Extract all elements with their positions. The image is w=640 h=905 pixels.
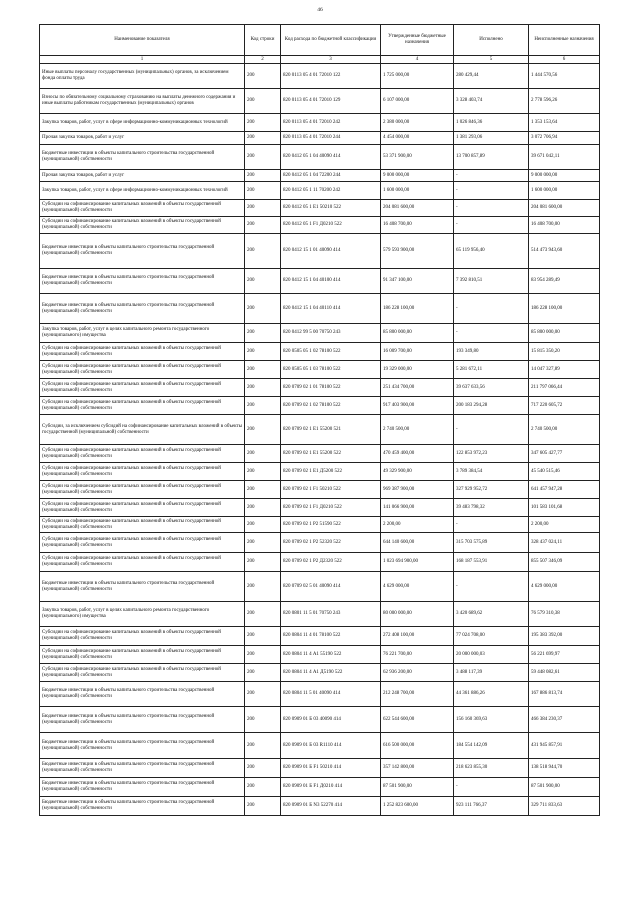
approved-amount-cell: 16 408 700,00 — [381, 217, 454, 234]
table-row — [40, 707, 600, 733]
expense-code-cell: 820 0709 02 1 01 78100 522 — [281, 379, 381, 397]
approved-amount-cell: 62 936 200,00 — [381, 664, 454, 682]
approved-amount-cell: 9 000 000,00 — [381, 170, 454, 182]
remaining-amount-cell: 45 540 515,46 — [529, 463, 600, 481]
table-row — [40, 733, 600, 759]
executed-amount-cell: - — [454, 170, 529, 182]
expense-code-cell: 820 0412 15 1 01 40090 414 — [281, 234, 381, 269]
executed-amount-cell: 315 703 575,89 — [454, 533, 529, 553]
expense-code-cell: 820 0505 05 1 03 78100 522 — [281, 361, 381, 379]
expense-code-cell: 820 0804 11 4 А1 Д5190 522 — [281, 664, 381, 682]
remaining-amount-cell: 1 353 153,64 — [529, 114, 600, 132]
indicator-name-cell: Иные выплаты персоналу государственных (муниципальных) органов, за исключением фонда оплаты труда — [40, 64, 245, 89]
table-row — [40, 463, 600, 481]
table-row — [40, 145, 600, 170]
remaining-amount-cell: 4 629 000,00 — [529, 572, 600, 602]
line-code-cell: 200 — [245, 733, 281, 759]
approved-amount-cell: 80 000 000,00 — [381, 602, 454, 627]
executed-amount-cell: - — [454, 778, 529, 797]
expense-code-cell: 820 0804 11 5 01 40090 414 — [281, 682, 381, 707]
line-code-cell: 200 — [245, 627, 281, 646]
executed-amount-cell: 923 111 766,37 — [454, 797, 529, 816]
table-row — [40, 602, 600, 627]
remaining-amount-cell: 186 228 100,00 — [529, 294, 600, 324]
indicator-name-cell: Субсидии на софинансирование капитальных вложений в объекты государственной (муниципальной) собственности — [40, 499, 245, 517]
indicator-name-cell: Субсидии на софинансирование капитальных вложений в объекты государственной (муниципальной) собственности — [40, 217, 245, 234]
indicator-name-cell: Субсидии на софинансирование капитальных вложений в объекты государственной (муниципальной) собственности — [40, 627, 245, 646]
page-number: 46 — [317, 7, 323, 13]
table-row — [40, 533, 600, 553]
indicator-name-cell: Субсидии на софинансирование капитальных вложений в объекты государственной (муниципальной) собственности — [40, 517, 245, 533]
table-row — [40, 64, 600, 89]
approved-amount-cell: 272 408 100,00 — [381, 627, 454, 646]
table-body — [40, 64, 600, 816]
executed-amount-cell: 327 929 952,72 — [454, 481, 529, 499]
remaining-amount-cell: 3 072 706,94 — [529, 132, 600, 145]
line-code-cell: 200 — [245, 182, 281, 200]
expense-code-cell: 820 0709 02 1 02 78100 522 — [281, 397, 381, 415]
expense-code-cell: 820 0412 99 5 00 70750 243 — [281, 324, 381, 343]
table-row — [40, 343, 600, 361]
table-row — [40, 445, 600, 463]
remaining-amount-cell: 1 600 000,00 — [529, 182, 600, 200]
approved-amount-cell: 622 544 600,00 — [381, 707, 454, 733]
remaining-amount-cell: 204 081 600,00 — [529, 200, 600, 217]
line-code-cell: 200 — [245, 200, 281, 217]
remaining-amount-cell: 514 473 943,60 — [529, 234, 600, 269]
indicator-name-cell: Субсидии на софинансирование капитальных вложений в объекты государственной (муниципальной) собственности — [40, 397, 245, 415]
executed-amount-cell: 5 281 672,11 — [454, 361, 529, 379]
expense-code-cell: 820 0709 02 5 01 40090 414 — [281, 572, 381, 602]
expense-code-cell: 820 0709 02 1 Е1 55200 522 — [281, 445, 381, 463]
indicator-name-cell: Субсидии на софинансирование капитальных вложений в объекты государственной (муниципальной) собственности — [40, 533, 245, 553]
line-code-cell: 200 — [245, 269, 281, 294]
table-row — [40, 759, 600, 778]
line-code-cell: 200 — [245, 170, 281, 182]
approved-amount-cell: 1 600 000,00 — [381, 182, 454, 200]
executed-amount-cell: - — [454, 294, 529, 324]
table-row — [40, 627, 600, 646]
approved-amount-cell: 644 140 600,00 — [381, 533, 454, 553]
indicator-name-cell: Закупка товаров, работ, услуг в целях капитального ремонта государственного (муниципального) имущества — [40, 602, 245, 627]
remaining-amount-cell: 59 448 082,61 — [529, 664, 600, 682]
approved-amount-cell: 76 221 700,00 — [381, 646, 454, 664]
expense-code-cell: 820 0804 11 4 01 78100 522 — [281, 627, 381, 646]
table-row — [40, 778, 600, 797]
indicator-name-cell: Субсидии на софинансирование капитальных вложений в объекты государственной (муниципальной) собственности — [40, 379, 245, 397]
indicator-name-cell: Закупка товаров, работ, услуг в сфере информационно-коммуникационных технологий — [40, 114, 245, 132]
column-number: 5 — [454, 56, 529, 64]
executed-amount-cell: 122 853 972,23 — [454, 445, 529, 463]
header-row — [40, 25, 600, 56]
expense-code-cell: 820 0412 15 1 04 40110 414 — [281, 294, 381, 324]
table-row — [40, 397, 600, 415]
remaining-amount-cell: 85 800 000,00 — [529, 324, 600, 343]
line-code-cell: 200 — [245, 361, 281, 379]
expense-code-cell: 820 0909 01 Б 03 40090 414 — [281, 707, 381, 733]
header-remaining: Неисполненные назначения — [529, 25, 600, 56]
executed-amount-cell: 3 328 403,74 — [454, 89, 529, 114]
approved-amount-cell: 470 459 400,00 — [381, 445, 454, 463]
expense-code-cell: 820 0909 01 Б 03 R1110 414 — [281, 733, 381, 759]
indicator-name-cell: Субсидии на софинансирование капитальных вложений в объекты государственной (муниципальной) собственности — [40, 361, 245, 379]
table-row — [40, 269, 600, 294]
executed-amount-cell: - — [454, 517, 529, 533]
remaining-amount-cell: 347 605 427,77 — [529, 445, 600, 463]
header-line-code: Код строки — [245, 25, 281, 56]
indicator-name-cell: Субсидии на софинансирование капитальных вложений в объекты государственной (муниципальной) собственности — [40, 343, 245, 361]
line-code-cell: 200 — [245, 89, 281, 114]
expense-code-cell: 820 0113 05 4 01 72010 242 — [281, 114, 381, 132]
approved-amount-cell: 186 228 100,00 — [381, 294, 454, 324]
expense-code-cell: 820 0113 05 4 01 72010 122 — [281, 64, 381, 89]
indicator-name-cell: Бюджетные инвестиции в объекты капитального строительства государственной (муниципальной) собственности — [40, 269, 245, 294]
executed-amount-cell: 39 483 798,32 — [454, 499, 529, 517]
indicator-name-cell: Субсидии на софинансирование капитальных вложений в объекты государственной (муниципальной) собственности — [40, 664, 245, 682]
approved-amount-cell: 16 009 700,00 — [381, 343, 454, 361]
line-code-cell: 200 — [245, 234, 281, 269]
remaining-amount-cell: 9 000 000,00 — [529, 170, 600, 182]
table-row — [40, 797, 600, 816]
executed-amount-cell: 156 160 369,63 — [454, 707, 529, 733]
executed-amount-cell: 65 119 956,40 — [454, 234, 529, 269]
line-code-cell: 200 — [245, 343, 281, 361]
executed-amount-cell: 168 187 553,91 — [454, 553, 529, 572]
line-code-cell: 200 — [245, 602, 281, 627]
column-number: 6 — [529, 56, 600, 64]
expense-code-cell: 820 0709 02 1 Р2 52320 522 — [281, 533, 381, 553]
expense-code-cell: 820 0113 05 4 01 72010 129 — [281, 89, 381, 114]
expense-code-cell: 820 0412 05 1 11 70200 242 — [281, 182, 381, 200]
approved-amount-cell: 6 107 000,00 — [381, 89, 454, 114]
line-code-cell: 200 — [245, 664, 281, 682]
indicator-name-cell: Бюджетные инвестиции в объекты капитального строительства государственной (муниципальной) собственности — [40, 682, 245, 707]
table-row — [40, 234, 600, 269]
header-approved: Утвержденные бюджетные назначения — [381, 25, 454, 56]
approved-amount-cell: 2 380 000,00 — [381, 114, 454, 132]
line-code-cell: 200 — [245, 797, 281, 816]
expense-code-cell: 820 0412 05 1 E1 50210 522 — [281, 200, 381, 217]
indicator-name-cell: Субсидии на софинансирование капитальных вложений в объекты государственной (муниципальной) собственности — [40, 481, 245, 499]
indicator-name-cell: Взносы по обязательному социальному страхованию на выплаты денежного содержания и иные выплаты работникам государственных (муниципальных) органов — [40, 89, 245, 114]
approved-amount-cell: 19 329 000,00 — [381, 361, 454, 379]
indicator-name-cell: Прочая закупка товаров, работ и услуг — [40, 170, 245, 182]
approved-amount-cell: 53 371 900,00 — [381, 145, 454, 170]
indicator-name-cell: Субсидии на софинансирование капитальных вложений в объекты государственной (муниципальной) собственности — [40, 553, 245, 572]
header-indicator-name: Наименование показателя — [40, 25, 245, 56]
indicator-name-cell: Субсидии на софинансирование капитальных вложений в объекты государственной (муниципальной) собственности — [40, 200, 245, 217]
indicator-name-cell: Бюджетные инвестиции в объекты капитального строительства государственной (муниципальной) собственности — [40, 572, 245, 602]
expense-code-cell: 820 0412 05 1 04 72200 244 — [281, 170, 381, 182]
line-code-cell: 200 — [245, 379, 281, 397]
remaining-amount-cell: 466 384 230,37 — [529, 707, 600, 733]
indicator-name-cell: Бюджетные инвестиции в объекты капитального строительства государственной (муниципальной) собственности — [40, 145, 245, 170]
table-row — [40, 294, 600, 324]
remaining-amount-cell: 329 711 833,63 — [529, 797, 600, 816]
approved-amount-cell: 212 248 700,00 — [381, 682, 454, 707]
executed-amount-cell: 280 429,44 — [454, 64, 529, 89]
remaining-amount-cell: 167 886 813,74 — [529, 682, 600, 707]
column-number: 1 — [40, 56, 245, 64]
line-code-cell: 200 — [245, 445, 281, 463]
table-row — [40, 361, 600, 379]
remaining-amount-cell: 39 671 042,11 — [529, 145, 600, 170]
approved-amount-cell: 85 800 000,00 — [381, 324, 454, 343]
table-row — [40, 217, 600, 234]
expense-code-cell: 820 0709 02 1 Е1 55200 521 — [281, 415, 381, 445]
executed-amount-cell: 200 183 294,28 — [454, 397, 529, 415]
remaining-amount-cell: 855 507 346,09 — [529, 553, 600, 572]
expense-code-cell: 820 0709 02 1 Р2 51590 522 — [281, 517, 381, 533]
remaining-amount-cell: 431 945 857,91 — [529, 733, 600, 759]
indicator-name-cell: Субсидии на софинансирование капитальных вложений в объекты государственной (муниципальной) собственности — [40, 445, 245, 463]
remaining-amount-cell: 56 221 699,97 — [529, 646, 600, 664]
remaining-amount-cell: 15 815 350,20 — [529, 343, 600, 361]
table-row — [40, 517, 600, 533]
remaining-amount-cell: 2 740 500,00 — [529, 415, 600, 445]
executed-amount-cell: - — [454, 182, 529, 200]
approved-amount-cell: 579 593 900,00 — [381, 234, 454, 269]
executed-amount-cell: 39 637 633,56 — [454, 379, 529, 397]
expense-code-cell: 820 0709 02 1 F1 50210 522 — [281, 481, 381, 499]
executed-amount-cell: 184 554 142,09 — [454, 733, 529, 759]
line-code-cell: 200 — [245, 324, 281, 343]
remaining-amount-cell: 2 778 596,26 — [529, 89, 600, 114]
indicator-name-cell: Закупка товаров, работ, услуг в сфере информационно-коммуникационных технологий — [40, 182, 245, 200]
approved-amount-cell: 1 023 694 900,00 — [381, 553, 454, 572]
header-expense-code: Код расхода по бюджетной классификации — [281, 25, 381, 56]
line-code-cell: 200 — [245, 397, 281, 415]
remaining-amount-cell: 328 437 024,11 — [529, 533, 600, 553]
approved-amount-cell: 91 347 100,00 — [381, 269, 454, 294]
executed-amount-cell: 1 026 846,36 — [454, 114, 529, 132]
executed-amount-cell: 3 420 689,62 — [454, 602, 529, 627]
indicator-name-cell: Бюджетные инвестиции в объекты капитального строительства государственной (муниципальной) собственности — [40, 707, 245, 733]
table-row — [40, 646, 600, 664]
executed-amount-cell: 20 000 000,03 — [454, 646, 529, 664]
table-row — [40, 324, 600, 343]
budget-execution-table — [39, 24, 600, 816]
remaining-amount-cell: 211 797 066,44 — [529, 379, 600, 397]
line-code-cell: 200 — [245, 759, 281, 778]
approved-amount-cell: 2 740 500,00 — [381, 415, 454, 445]
approved-amount-cell: 204 081 600,00 — [381, 200, 454, 217]
approved-amount-cell: 4 454 000,00 — [381, 132, 454, 145]
executed-amount-cell: 77 024 708,00 — [454, 627, 529, 646]
table-row — [40, 170, 600, 182]
executed-amount-cell: 3 488 117,39 — [454, 664, 529, 682]
line-code-cell: 200 — [245, 132, 281, 145]
line-code-cell: 200 — [245, 553, 281, 572]
indicator-name-cell: Бюджетные инвестиции в объекты капитального строительства государственной (муниципальной) собственности — [40, 294, 245, 324]
executed-amount-cell: - — [454, 572, 529, 602]
executed-amount-cell: 3 789 384,54 — [454, 463, 529, 481]
column-number: 3 — [281, 56, 381, 64]
line-code-cell: 200 — [245, 415, 281, 445]
approved-amount-cell: 969 387 900,00 — [381, 481, 454, 499]
line-code-cell: 200 — [245, 778, 281, 797]
remaining-amount-cell: 16 408 700,00 — [529, 217, 600, 234]
approved-amount-cell: 87 501 900,00 — [381, 778, 454, 797]
expense-code-cell: 820 0505 05 1 02 78100 522 — [281, 343, 381, 361]
expense-code-cell: 820 0909 01 Б F1 50210 414 — [281, 759, 381, 778]
table-row — [40, 200, 600, 217]
remaining-amount-cell: 76 579 310,38 — [529, 602, 600, 627]
executed-amount-cell: - — [454, 217, 529, 234]
line-code-cell: 200 — [245, 145, 281, 170]
approved-amount-cell: 141 066 900,00 — [381, 499, 454, 517]
expense-code-cell: 820 0909 01 Б N3 52270 414 — [281, 797, 381, 816]
column-number: 2 — [245, 56, 281, 64]
executed-amount-cell: 218 623 855,30 — [454, 759, 529, 778]
table-row — [40, 553, 600, 572]
remaining-amount-cell: 2 200,00 — [529, 517, 600, 533]
indicator-name-cell: Бюджетные инвестиции в объекты капитального строительства государственной (муниципальной) собственности — [40, 797, 245, 816]
remaining-amount-cell: 87 501 900,00 — [529, 778, 600, 797]
indicator-name-cell: Субсидии на софинансирование капитальных вложений в объекты государственной (муниципальной) собственности — [40, 646, 245, 664]
remaining-amount-cell: 83 954 289,49 — [529, 269, 600, 294]
table-row — [40, 379, 600, 397]
indicator-name-cell: Бюджетные инвестиции в объекты капитального строительства государственной (муниципальной) собственности — [40, 759, 245, 778]
remaining-amount-cell: 14 047 327,89 — [529, 361, 600, 379]
executed-amount-cell: - — [454, 415, 529, 445]
table-row — [40, 182, 600, 200]
approved-amount-cell: 616 500 000,00 — [381, 733, 454, 759]
executed-amount-cell: 44 361 886,26 — [454, 682, 529, 707]
executed-amount-cell: - — [454, 200, 529, 217]
table-row — [40, 89, 600, 114]
expense-code-cell: 820 0709 02 1 Р2 Д2320 522 — [281, 553, 381, 572]
line-code-cell: 200 — [245, 707, 281, 733]
line-code-cell: 200 — [245, 517, 281, 533]
indicator-name-cell: Прочая закупка товаров, работ и услуг — [40, 132, 245, 145]
remaining-amount-cell: 717 220 605,72 — [529, 397, 600, 415]
line-code-cell: 200 — [245, 294, 281, 324]
table-row — [40, 132, 600, 145]
expense-code-cell: 820 0412 05 1 F1 Д0210 522 — [281, 217, 381, 234]
expense-code-cell: 820 0113 05 4 01 72010 244 — [281, 132, 381, 145]
approved-amount-cell: 251 434 700,00 — [381, 379, 454, 397]
approved-amount-cell: 1 725 000,00 — [381, 64, 454, 89]
executed-amount-cell: - — [454, 324, 529, 343]
expense-code-cell: 820 0709 02 1 Е1 Д5200 522 — [281, 463, 381, 481]
expense-code-cell: 820 0412 05 1 04 40090 414 — [281, 145, 381, 170]
line-code-cell: 200 — [245, 682, 281, 707]
approved-amount-cell: 4 629 000,00 — [381, 572, 454, 602]
remaining-amount-cell: 138 518 944,70 — [529, 759, 600, 778]
remaining-amount-cell: 195 383 392,00 — [529, 627, 600, 646]
indicator-name-cell: Бюджетные инвестиции в объекты капитального строительства государственной (муниципальной) собственности — [40, 778, 245, 797]
table-row — [40, 664, 600, 682]
remaining-amount-cell: 1 444 570,56 — [529, 64, 600, 89]
indicator-name-cell: Бюджетные инвестиции в объекты капитального строительства государственной (муниципальной) собственности — [40, 733, 245, 759]
line-code-cell: 200 — [245, 64, 281, 89]
indicator-name-cell: Субсидии на софинансирование капитальных вложений в объекты государственной (муниципальной) собственности — [40, 463, 245, 481]
line-code-cell: 200 — [245, 533, 281, 553]
expense-code-cell: 820 0804 11 4 А1 55190 522 — [281, 646, 381, 664]
column-number-row — [40, 56, 600, 64]
remaining-amount-cell: 101 583 101,68 — [529, 499, 600, 517]
executed-amount-cell: 193 349,80 — [454, 343, 529, 361]
indicator-name-cell: Бюджетные инвестиции в объекты капитального строительства государственной (муниципальной) собственности — [40, 234, 245, 269]
table-row — [40, 481, 600, 499]
executed-amount-cell: 13 700 857,89 — [454, 145, 529, 170]
remaining-amount-cell: 641 457 947,28 — [529, 481, 600, 499]
expense-code-cell: 820 0709 02 1 F1 Д0210 522 — [281, 499, 381, 517]
header-executed: Исполнено — [454, 25, 529, 56]
table-row — [40, 415, 600, 445]
indicator-name-cell: Субсидии, за исключением субсидий на софинансирование капитальных вложений в объекты государственной (муниципальной) собственности — [40, 415, 245, 445]
line-code-cell: 200 — [245, 499, 281, 517]
line-code-cell: 200 — [245, 646, 281, 664]
executed-amount-cell: 1 381 293,06 — [454, 132, 529, 145]
expense-code-cell: 820 0801 11 5 01 70750 243 — [281, 602, 381, 627]
approved-amount-cell: 1 252 823 600,00 — [381, 797, 454, 816]
line-code-cell: 200 — [245, 114, 281, 132]
indicator-name-cell: Закупка товаров, работ, услуг в целях капитального ремонта государственного (муниципального) имущества — [40, 324, 245, 343]
table-row — [40, 572, 600, 602]
column-number: 4 — [381, 56, 454, 64]
approved-amount-cell: 917 403 900,00 — [381, 397, 454, 415]
line-code-cell: 200 — [245, 572, 281, 602]
table-row — [40, 499, 600, 517]
expense-code-cell: 820 0412 15 1 04 40100 414 — [281, 269, 381, 294]
approved-amount-cell: 357 142 800,00 — [381, 759, 454, 778]
table-row — [40, 682, 600, 707]
line-code-cell: 200 — [245, 481, 281, 499]
line-code-cell: 200 — [245, 463, 281, 481]
approved-amount-cell: 49 329 900,00 — [381, 463, 454, 481]
table-row — [40, 114, 600, 132]
line-code-cell: 200 — [245, 217, 281, 234]
executed-amount-cell: 7 392 810,51 — [454, 269, 529, 294]
expense-code-cell: 820 0909 01 Б F1 Д0210 414 — [281, 778, 381, 797]
approved-amount-cell: 2 200,00 — [381, 517, 454, 533]
